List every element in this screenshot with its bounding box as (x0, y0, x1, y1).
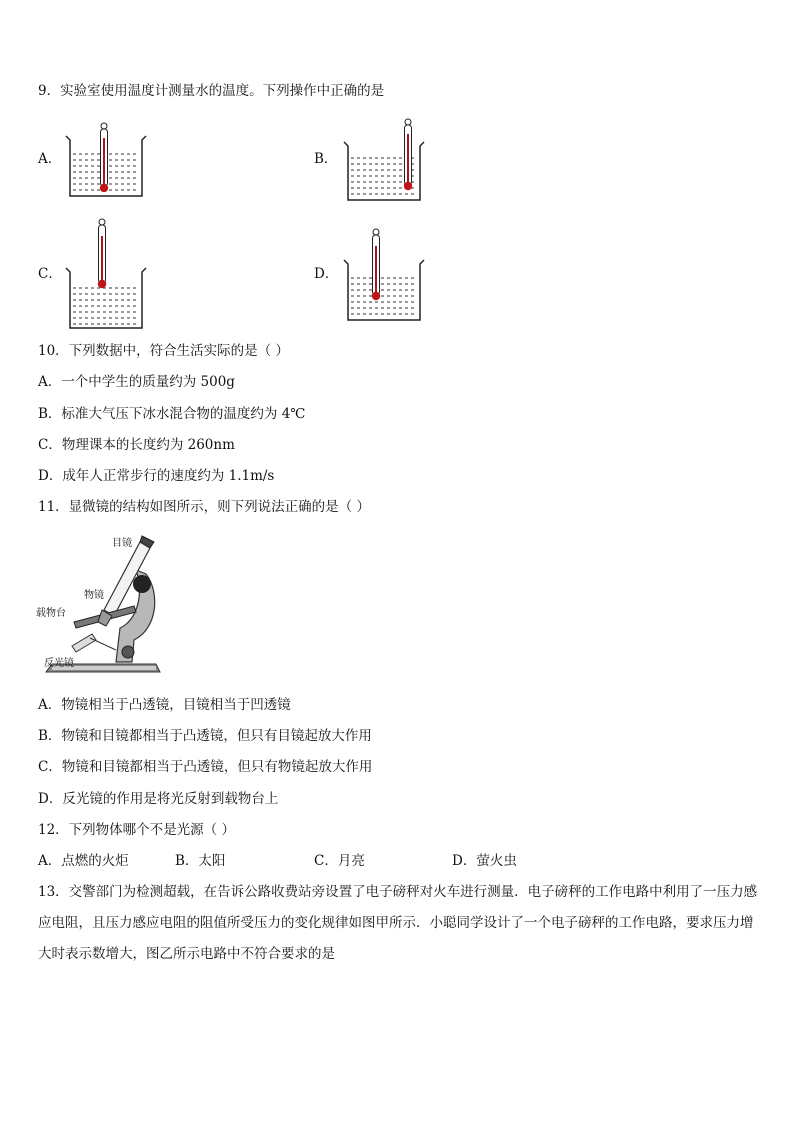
q11-option-d[interactable]: D．反光镜的作用是将光反射到载物台上 (38, 791, 279, 807)
q9-figure-c (62, 214, 148, 332)
q11-stem: 11．显微镜的结构如图所示，则下列说法正确的是（ ） (38, 499, 370, 515)
thermometer-icon (404, 119, 412, 190)
q10-option-b[interactable]: B．标准大气压下冰水混合物的温度约为 4℃ (38, 406, 306, 422)
thermometer-icon (98, 219, 106, 288)
q12-option-d[interactable]: D．萤火虫 (452, 853, 517, 869)
q11-option-b[interactable]: B．物镜和目镜都相当于凸透镜，但只有目镜起放大作用 (38, 728, 372, 744)
q9-figure-b (340, 116, 426, 204)
q10-option-d[interactable]: D．成年人正常步行的速度约为 1.1m/s (38, 468, 275, 484)
q9-option-a-label[interactable]: A． (38, 151, 62, 167)
thermometer-icon (100, 123, 108, 192)
q9-option-c-label[interactable]: C． (38, 266, 62, 282)
label-stage: 载物台 (36, 608, 66, 619)
microscope-figure (32, 528, 172, 678)
q9-option-d-label[interactable]: D． (314, 266, 339, 282)
q13-stem: 13．交警部门为检测超载，在告诉公路收费站旁设置了电子磅秤对火车进行测量．电子磅秤的工作电路中利用了一压力感应电阻，且压力感应电阻的阻值所受压力的变化规律如图甲所示．小聪同学设计了一个电子磅秤的工作电路，要求压力增大时表示数增大，图乙所示电路中不符合要求的是 (38, 884, 758, 962)
label-eyepiece: 目镜 (112, 538, 132, 549)
q12-stem: 12．下列物体哪个不是光源（ ） (38, 822, 235, 838)
beaker-icon (344, 260, 424, 320)
thermometer-icon (372, 229, 380, 300)
label-mirror: 反光镜 (44, 658, 74, 669)
q11-option-a[interactable]: A．物镜相当于凸透镜，目镜相当于凹透镜 (38, 697, 291, 713)
q9-stem: 9．实验室使用温度计测量水的温度。下列操作中正确的是 (38, 83, 385, 99)
q12-option-b[interactable]: B．太阳 (175, 853, 226, 869)
q11-option-c[interactable]: C．物镜和目镜都相当于凸透镜，但只有物镜起放大作用 (38, 759, 373, 775)
q12-option-a[interactable]: A．点燃的火炬 (38, 853, 129, 869)
q12-option-c[interactable]: C．月亮 (314, 853, 365, 869)
q10-option-c[interactable]: C．物理课本的长度约为 260nm (38, 437, 235, 453)
label-objective: 物镜 (84, 590, 104, 601)
q9-option-b-label[interactable]: B． (314, 151, 338, 167)
q12-options-row (38, 852, 738, 870)
q9-figure-d (340, 226, 426, 324)
q10-stem: 10．下列数据中，符合生活实际的是（ ） (38, 343, 289, 359)
q10-option-a[interactable]: A．一个中学生的质量约为 500g (38, 374, 235, 390)
q9-figure-a (62, 118, 148, 200)
